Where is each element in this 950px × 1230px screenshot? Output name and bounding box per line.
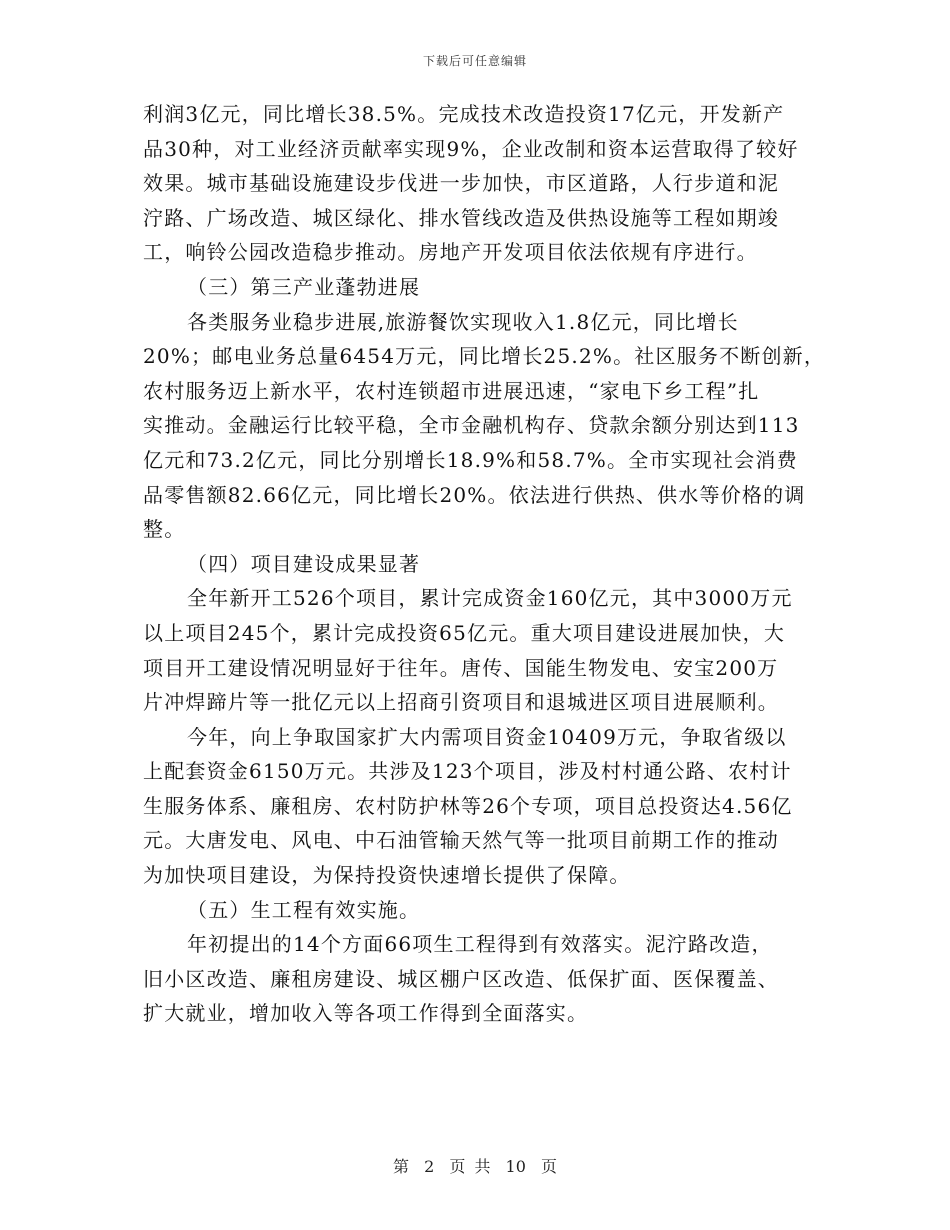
footer-total-pages: 10 — [505, 1157, 526, 1176]
paragraph-first-line: 各类服务业稳步进展,旅游餐饮实现收入1.8亿元，同比增长 — [187, 309, 739, 334]
section-heading: （四）项目建设成果显著 — [187, 551, 421, 576]
paragraph-first-line: 全年新开工526个项目，累计完成资金160亿元，其中3000万元 — [187, 586, 793, 611]
body-line: 片冲焊蹄片等一批亿元以上招商引资项目和退城进区项目进展顺利。 — [143, 690, 779, 715]
paragraph-first-line: 今年，向上争取国家扩大内需项目资金10409万元，争取省级以 — [187, 724, 787, 749]
body-line: 品零售额82.66亿元，同比增长20%。依法进行供热、供水等价格的调 — [143, 482, 806, 507]
section-heading: （五）生工程有效实施。 — [187, 897, 421, 922]
body-line: 泞路、广场改造、城区绿化、排水管线改造及供热设施等工程如期竣 — [143, 205, 779, 230]
body-line: 上配套资金6150万元。共涉及123个项目，涉及村村通公路、农村计 — [143, 759, 792, 784]
body-line: 项目开工建设情况明显好于往年。唐传、国能生物发电、安宝200万 — [143, 655, 779, 680]
footer-prefix: 第 — [392, 1157, 409, 1176]
footer-middle: 页 共 — [449, 1157, 491, 1176]
body-line: 品30种，对工业经济贡献率实现9%，企业改制和资本运营取得了较好 — [143, 136, 799, 161]
body-line: 扩大就业，增加收入等各项工作得到全面落实。 — [143, 1001, 589, 1026]
body-line: 效果。城市基础设施建设步伐进一步加快，市区道路，人行步道和泥 — [143, 171, 779, 196]
footer-page-number: 2 — [424, 1157, 435, 1176]
body-line: 工，响铃公园改造稳步推动。房地产开发项目依法依规有序进行。 — [143, 240, 758, 265]
page-header: 下载后可任意编辑 — [422, 54, 527, 68]
body-line: 实推动。金融运行比较平稳，全市金融机构存、贷款余额分别达到113 — [143, 413, 800, 438]
document-body — [143, 97, 826, 1031]
body-line: 元。大唐发电、风电、中石油管输天然气等一批项目前期工作的推动 — [143, 828, 779, 853]
body-line: 生服务体系、廉租房、农村防护林等26个专项，项目总投资达4.56亿 — [143, 793, 793, 818]
body-line: 农村服务迈上新水平，农村连锁超市进展迅速，“家电下乡工程”扎 — [143, 378, 760, 403]
section-heading: （三）第三产业蓬勃进展 — [187, 274, 421, 299]
footer-suffix: 页 — [541, 1157, 558, 1176]
page-footer — [0, 1154, 950, 1177]
body-line: 为加快项目建设，为保持投资快速增长提供了保障。 — [143, 863, 631, 888]
body-line: 20%；邮电业务总量6454万元，同比增长25.2%。社区服务不断创新， — [143, 344, 826, 369]
body-line: 整。 — [143, 517, 186, 542]
body-line: 利润3亿元，同比增长38.5%。完成技术改造投资17亿元，开发新产 — [143, 102, 785, 126]
paragraph-first-line: 年初提出的14个方面66项生工程得到有效落实。泥泞路改造， — [187, 932, 773, 957]
body-line: 旧小区改造、廉租房建设、城区棚户区改造、低保扩面、医保覆盖、 — [143, 966, 779, 991]
body-line: 亿元和73.2亿元，同比分别增长18.9%和58.7%。全市实现社会消费 — [143, 447, 798, 472]
body-line: 以上项目245个，累计完成投资65亿元。重大项目建设进展加快，大 — [143, 620, 786, 645]
